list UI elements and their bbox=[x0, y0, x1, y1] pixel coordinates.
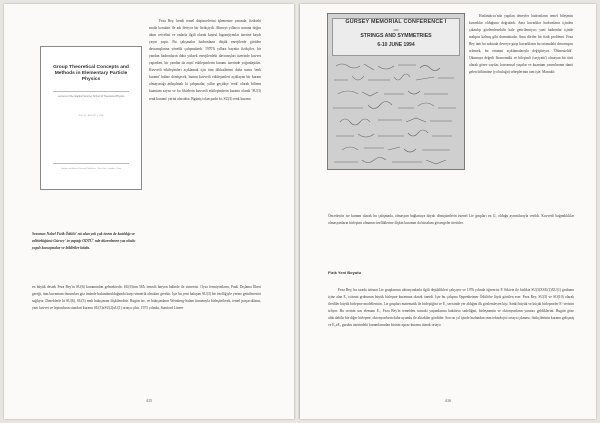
book-divider bbox=[53, 91, 129, 92]
blackboard-equations-illustration bbox=[328, 56, 464, 169]
right-page bbox=[300, 4, 596, 419]
right-paragraph: Hızlandırıcı'nda yapılan deneyler hadronların temel bileşenin kuvarklar olduğunu doğruladı. Ama kuvarklar hadronların içinden çıkarılıp gözlemlenebilir hale getirilemiyor; yani hadronlar içinde mahpus kalmış gibi durmaktadır. Ama dörtler bir fizik problemi. Feza Bey tam bu noktada devreye girip kuvarkların bu ortamdaki davranışını izlemek, bu ortamın açıklamalarıyla değiştiriyor. 'Ölümsüzlük'. Okumaya değerli lhomomülü ve bileşimli (seçiyatif) olmayan bir türü olarak görev sayılar, kavramsal yaşıtlar ve kuantum yarımlarının tümü gelen bölümüne (yolculuğu) sebeplerinin tam işte. Mantıklı bbox=[469, 14, 573, 75]
book-dateline: JULY 16 – AUGUST 4, 1962 bbox=[78, 115, 104, 117]
right-column-text bbox=[469, 13, 573, 213]
page-number-left: 415 bbox=[145, 398, 153, 403]
section-title: Fizik Yeni Boyutu bbox=[328, 270, 362, 275]
page-number-right: 416 bbox=[444, 398, 452, 403]
book-divider-bottom bbox=[53, 163, 129, 164]
left-bottom-text bbox=[32, 284, 261, 361]
book-caption: Sezonun Nobel Fizik Ödülü' nü alan yok çok önem de katıldığı ve editörlüğünü Gürsey' in yaptığı ODTÜ' nde düzenlenen yaz okulu yapılı konuşmalar ve bildiriler kitabı. bbox=[32, 232, 136, 250]
book-publisher: Gordon and Breach Science Publishers · New York · London · Paris bbox=[60, 168, 122, 170]
section-body-text bbox=[328, 287, 574, 373]
conference-photo bbox=[327, 13, 465, 170]
left-page bbox=[4, 4, 294, 419]
conference-subheading: STRINGS AND SYMMETRIES bbox=[360, 33, 432, 39]
section-paragraph: Feza Bey, bu sırada istisnai Lie gruplarının oktonyonlarla ilgili deştiklikleri çalışıyor ve 1976 yılında öğrencisi P. Sikivie ile birlikte SU(3)XSU(2)XU(1) grubunu içine alan E₆ istisnai grubunun büyük birleşme kuramına olarak önerdi. İşte bu çalışma Oppenheimer Ödülü'ne lâyık görülen eser. Feza Bey, SU(3) ve SO(10) olarak ilerdiler büyük birleşme modellerinin, Lie grupları matematik ile birleştiğini ve E₆ serisinde yer aldığını ilk gözlemleyen kişi. Sanki büyük ve küçük birleşmeler E- serisini izliyor. Bu serinin son elemanı E₇, Feza Bey'in temelden sonraki yaşamlarına bakılırsa sadeliğini, birleşmenin ve oktonyonların yaratıcı geldiklerini. Bugün göze aldırılabilir bir diğer birleşme, oktonyonların daha uyumlu ile alttakiler gördüler. Son on yıl içinde hızlandırıcının teknolojisi ortaya çıkması; fizikçilerinin kuramı gelişmiş ve E₆xE₈ gurubu üzerindeki kuramlarından birinin aşıraz kuramı olarak ortaya bbox=[328, 288, 574, 328]
book-title: Group Theoretical Concepts and Methods in Elementary Particle Physics bbox=[53, 65, 129, 82]
right-wide-text bbox=[328, 213, 574, 263]
left-bottom-paragraph: en büyük destek Feza Bey'in SU(6) kuramından gelmektedir. SU(6)'nın 56'lı temsili baryon halinde ile simetrisi. Oysa fermiyonların, Pauli Dışlama İlkesi gereği, tüm kuvantum durumları göz önünde bulundurulduğunda karşı-simetrik olmaları gerekir. İşte bu yeni bakışım SU(3) bir özelliğiyle yerine getirilmesini sağlıyor. Deneklerle ki SU(6), SU(3) renk bakışımını ilişkilendirir. Bugün ise, ve bakışımların Weinberg-Salam kuramıyla birleştirilerek, temel parçacıkların, yani kuvvet ve leptonların standart kuramı SU(3)xSU(2)xU(1) ortaya çıktı. 1973 yılında, Stanford Lineer bbox=[32, 285, 261, 311]
right-wide-paragraph: Önceden'ın ise kuramı olarak bu çalışmada, olmasyan bağlantıya dayalı dönüşümlerin istenel Lie grupları en G₂ olduğu ayrıntılarıyla verildi. Kuvvetli bağımlılıklar olmasyanların birleşimi olmanın özelliklerine ilişkin kuramın da birtakım göstergeler ürettiler. bbox=[328, 214, 574, 226]
conference-heading: GÜRSEY MEMORIAL CONFERENCE I bbox=[345, 19, 447, 25]
left-column-text bbox=[149, 18, 261, 280]
conference-dates: 6-10 JUNE 1994 bbox=[377, 42, 415, 48]
book-cover-image bbox=[40, 46, 142, 190]
conference-on: ON bbox=[393, 28, 399, 32]
left-paragraph: Feza Bey, kendi temel düşüncelerini işlemesine yanında, fizikteki moda konuları ile adı ileriyor bir fizikçiydi. Alimeyi yıllarca sonuna doğru akım cetvelini ve onlarla ilgili olarak kuyrul lagranjiyenlar üzerine kaydı yayın yaptı. Bu çalışmalar hadronların düşük enerjilerde görülen davranışlarına yönelik çalışmalardı. 1970'li yıllara hayatta fizikçiler, bir yandan hadronların daha yüksek enerjilerdeki davranışları üzerinde kuvvet yaparken, bir yandan da zayıf etkileşimlerin kuramı üzerinde yoğunlaştılar. Kuvvetli etkileşimleri açıklamak için tüm dikkatlerimi daha sonra 'renk kuramı' haline dönüşecek, bunun kuvvetli etkileşimleri açıklayan bir kuram olmayacağı anlaşılmalı ki çalışmalar, yıllar geçtikçe 'renk' olarak bilinen kuantum sayısı ve bu fikirlerin kuvvetli etkileşimlerin kuramı olarak 'SU(3) renk kuramı' yerini alacaktır. Bgüniçi olan padır bi, SU(3) renk kuramı bbox=[149, 19, 261, 101]
book-subtitle: Lectures of the Istanbul Summer School of Theoretical Physics bbox=[57, 95, 125, 98]
